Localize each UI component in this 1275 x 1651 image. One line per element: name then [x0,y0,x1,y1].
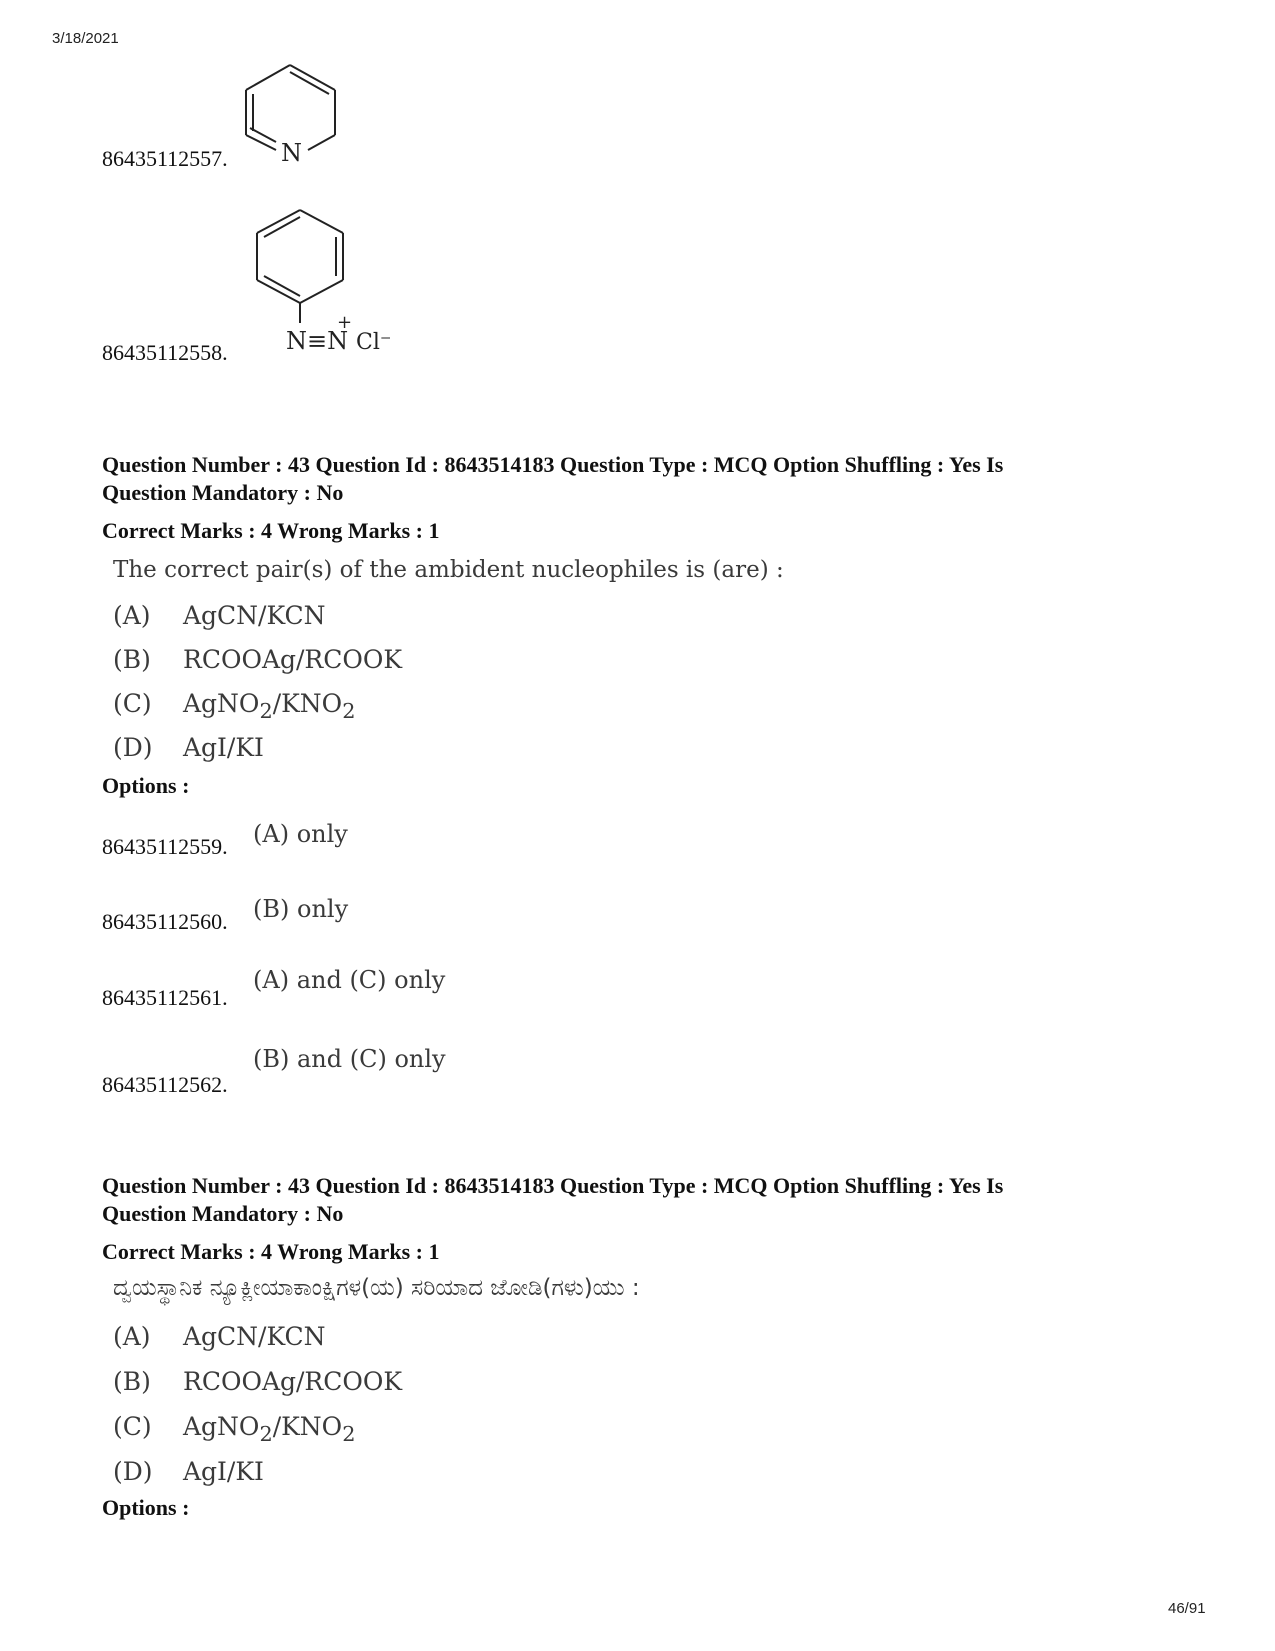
item-label: (A) [113,1322,151,1351]
item-label: (C) [113,1412,152,1441]
subscript: 2 [342,1422,356,1446]
item-text: /KNO [272,1412,343,1441]
diazonium-group-label: N≡N [286,327,349,355]
positive-charge-label: + [337,312,353,333]
question-stem: The correct pair(s) of the ambident nucleophiles is (are) : [113,557,784,583]
question-meta-line: Question Mandatory : No [102,480,344,505]
answer-option: (A) only [253,820,348,848]
item-label: (D) [113,1457,153,1486]
item-label: (B) [113,1367,151,1396]
option-id: 86435112557. [102,146,228,171]
item-label: (D) [113,733,153,762]
item-label: (C) [113,689,152,718]
stem-item [113,733,264,762]
page-number: 46/91 [1168,1600,1206,1617]
question-meta-1 [102,451,1182,507]
pyridine-structure [238,60,348,165]
option-id: 86435112560. [102,909,228,934]
answer-option: (A) and (C) only [253,966,446,994]
item-label: (B) [113,645,151,674]
question-stem-kannada: ದ್ವಯಸ್ಥಾನಿಕ ನ್ಯೂಕ್ಲೀಯಾಕಾಂಕ್ಷಿಗಳ(ಯ) ಸರಿಯಾದ ಜೋಡಿ(ಗಳು)ಯು : [113,1275,640,1301]
item-text: AgCN/KCN [183,601,326,630]
chloride-label: Cl⁻ [356,330,392,355]
nitrogen-atom-label: N [281,139,302,165]
item-text: AgI/KI [183,1457,264,1486]
question-meta-line: Question Number : 43 Question Id : 8643514183 Question Type : MCQ Option Shuffling : Yes Is [102,452,1004,477]
option-id: 86435112559. [102,834,228,859]
item-label: (A) [113,601,151,630]
item-text: RCOOAg/RCOOK [183,645,403,674]
stem-item [113,601,326,630]
item-text: /KNO [272,689,343,718]
options-label: Options : [102,1495,190,1520]
subscript: 2 [342,699,356,723]
answer-option: (B) only [253,895,349,923]
stem-item [113,1367,402,1396]
stem-item [113,1322,326,1351]
diazonium-structure [238,205,408,365]
marks-line: Correct Marks : 4 Wrong Marks : 1 [102,518,440,543]
stem-item [113,645,402,674]
stem-item [113,689,355,723]
option-id: 86435112562. [102,1072,228,1097]
item-text: AgNO [183,1412,260,1441]
print-date: 3/18/2021 [52,30,119,47]
question-meta-line: Question Number : 43 Question Id : 8643514183 Question Type : MCQ Option Shuffling : Yes Is [102,1173,1004,1198]
item-text: AgNO [183,689,260,718]
subscript: 2 [259,699,273,723]
stem-item [113,1412,355,1446]
item-text: AgCN/KCN [183,1322,326,1351]
item-text: AgI/KI [183,733,264,762]
question-meta-2 [102,1172,1182,1228]
question-meta-line: Question Mandatory : No [102,1201,344,1226]
option-id: 86435112558. [102,340,228,365]
stem-item [113,1457,264,1486]
marks-line: Correct Marks : 4 Wrong Marks : 1 [102,1239,440,1264]
option-id: 86435112561. [102,985,228,1010]
answer-option: (B) and (C) only [253,1045,446,1073]
subscript: 2 [259,1422,273,1446]
options-label: Options : [102,773,190,798]
item-text: RCOOAg/RCOOK [183,1367,403,1396]
